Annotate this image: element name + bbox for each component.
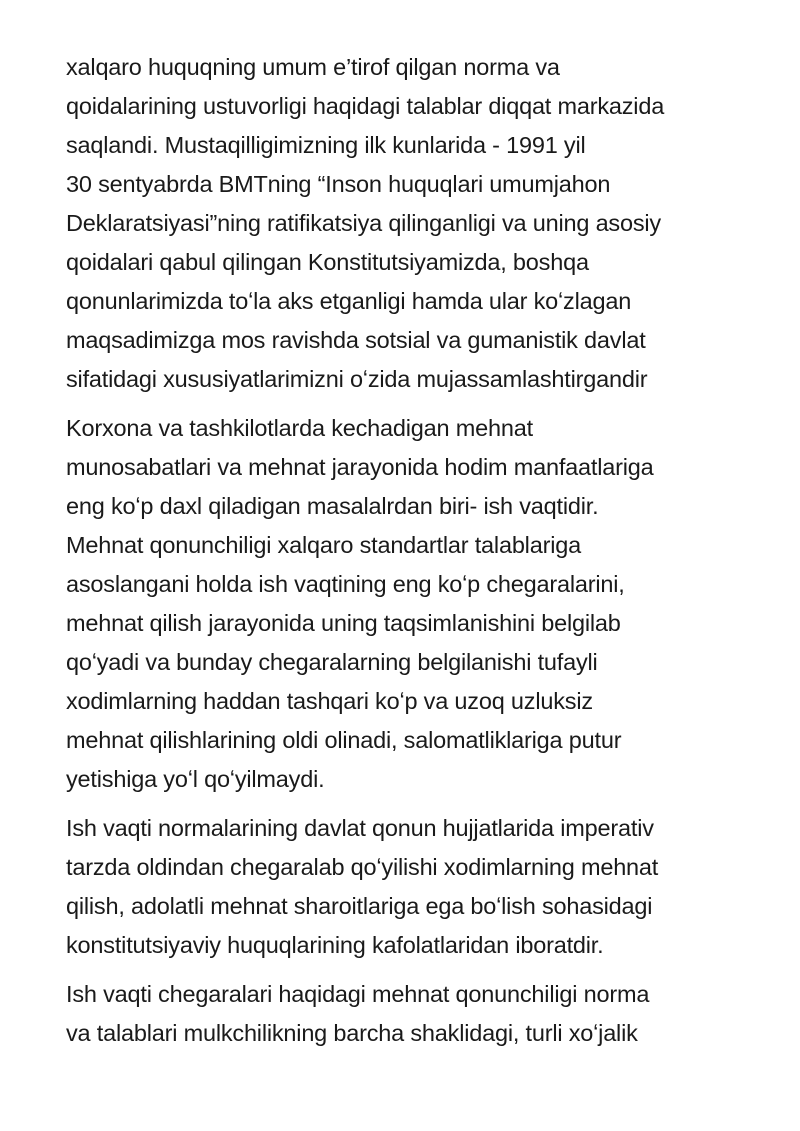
text-line: mehnat qilish jarayonida uning taqsimlanishini belgilab <box>66 610 621 636</box>
paragraph-3 <box>66 809 786 965</box>
text-line: qilish, adolatli mehnat sharoitlariga ega boʻlish sohasidagi <box>66 893 653 919</box>
text-line: saqlandi. Mustaqilligimizning ilk kunlarida - 1991 yil <box>66 132 586 158</box>
text-line: qoʻyadi va bunday chegaralarning belgilanishi tufayli <box>66 649 598 675</box>
text-line: qonunlarimizda toʻla aks etganligi hamda ular koʻzlagan <box>66 288 632 314</box>
text-line: qoidalari qabul qilingan Konstitutsiyamizda, boshqa <box>66 249 589 275</box>
text-line: mehnat qilishlarining oldi olinadi, salomatliklariga putur <box>66 727 622 753</box>
text-line: Ish vaqti normalarining davlat qonun hujjatlarida imperativ <box>66 815 654 841</box>
text-line: qoidalarining ustuvorligi haqidagi talablar diqqat markazida <box>66 93 665 119</box>
text-line: tarzda oldindan chegaralab qoʻyilishi xodimlarning mehnat <box>66 854 659 880</box>
text-line: xodimlarning haddan tashqari koʻp va uzoq uzluksiz <box>66 688 593 714</box>
text-line: Ish vaqti chegaralari haqidagi mehnat qonunchiligi norma <box>66 981 650 1007</box>
document-page <box>66 48 786 1063</box>
text-line: asoslangani holda ish vaqtining eng koʻp chegaralarini, <box>66 571 625 597</box>
text-line: munosabatlari va mehnat jarayonida hodim manfaatlariga <box>66 454 654 480</box>
text-line: Korxona va tashkilotlarda kechadigan mehnat <box>66 415 533 441</box>
paragraph-1 <box>66 48 786 399</box>
text-line: yetishiga yoʻl qoʻyilmaydi. <box>66 766 325 792</box>
text-line: Mehnat qonunchiligi xalqaro standartlar talablariga <box>66 532 581 558</box>
paragraph-4 <box>66 975 786 1053</box>
text-line: eng koʻp daxl qiladigan masalalrdan biri- ish vaqtidir. <box>66 493 599 519</box>
paragraph-2 <box>66 409 786 799</box>
text-line: 30 sentyabrda BMTning “Inson huquqlari umumjahon <box>66 171 611 197</box>
text-line: Deklaratsiyasi”ning ratifikatsiya qilinganligi va uning asosiy <box>66 210 661 236</box>
text-line: konstitutsiyaviy huquqlarining kafolatlaridan iboratdir. <box>66 932 604 958</box>
text-line: va talablari mulkchilikning barcha shaklidagi, turli xoʻjalik <box>66 1020 638 1046</box>
text-line: maqsadimizga mos ravishda sotsial va gumanistik davlat <box>66 327 646 353</box>
text-line: sifatidagi xususiyatlarimizni oʻzida mujassamlashtirgandir <box>66 366 648 392</box>
text-line: xalqaro huquqning umum e’tirof qilgan norma va <box>66 54 560 80</box>
